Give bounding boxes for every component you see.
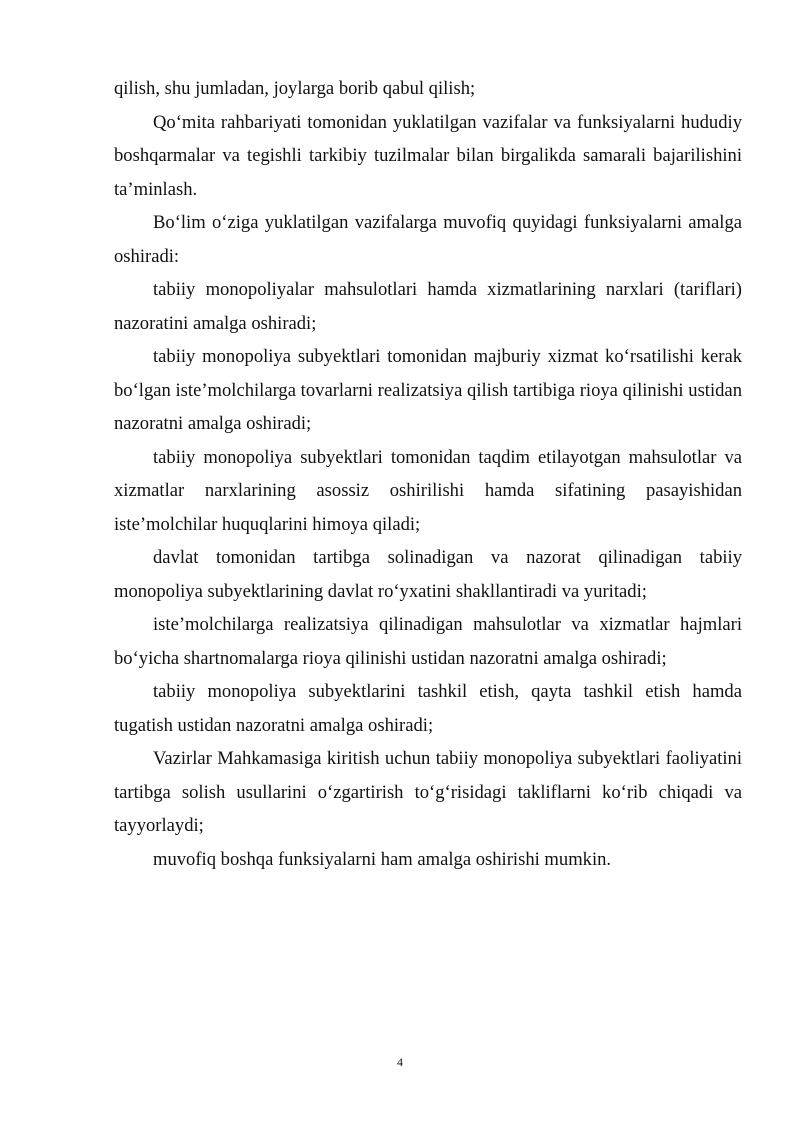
paragraph-11: muvofiq boshqa funksiyalarni ham amalga oshirishi mumkin. — [153, 848, 612, 870]
paragraph-2: Qo‘mita rahbariyati tomonidan yuklatilgan vazifalar va funksiyalarni hududiy boshqarmalar va tegishli tarkibiy tuzilmalar bilan birgalikda samarali bajarilishini ta’minlash. — [114, 111, 742, 200]
paragraph-6: tabiiy monopoliya subyektlari tomonidan taqdim etilayotgan mahsulotlar va xizmatlar narxlarining asossiz oshirilishi hamda sifatining pasayishidan iste’molchilar huquqlarini himoya qiladi; — [114, 446, 742, 535]
paragraph-3: Bo‘lim o‘ziga yuklatilgan vazifalarga muvofiq quyidagi funksiyalarni amalga oshiradi: — [114, 212, 742, 267]
paragraph-9: tabiiy monopoliya subyektlarini tashkil etish, qayta tashkil etish hamda tugatish ustidan nazoratni amalga oshiradi; — [114, 681, 742, 736]
paragraph-1: qilish, shu jumladan, joylarga borib qabul qilish; — [114, 78, 476, 99]
paragraph-5: tabiiy monopoliya subyektlari tomonidan majburiy xizmat ko‘rsatilishi kerak bo‘lgan iste’molchilarga tovarlarni realizatsiya qilish tartibiga rioya qilinishi ustidan nazoratni amalga oshiradi; — [114, 346, 742, 434]
body-text — [114, 72, 742, 876]
paragraph-8: iste’molchilarga realizatsiya qilinadigan mahsulotlar va xizmatlar hajmlari bo‘yicha shartnomalarga rioya qilinishi ustidan nazoratni amalga oshiradi; — [114, 614, 742, 669]
paragraph-4: tabiiy monopoliyalar mahsulotlari hamda xizmatlarining narxlari (tariflari) nazoratini amalga oshiradi; — [114, 279, 742, 334]
paragraph-10: Vazirlar Mahkamasiga kiritish uchun tabiiy monopoliya subyektlari faoliyatini tartibga solish usullarini o‘zgartirish to‘g‘risidagi takliflarni ko‘rib chiqadi va tayyorlaydi; — [114, 748, 742, 836]
page-number: 4 — [397, 1055, 403, 1069]
paragraph-7: davlat tomonidan tartibga solinadigan va nazorat qilinadigan tabiiy monopoliya subyektlarining davlat ro‘yxatini shakllantiradi va yuritadi; — [114, 547, 742, 602]
